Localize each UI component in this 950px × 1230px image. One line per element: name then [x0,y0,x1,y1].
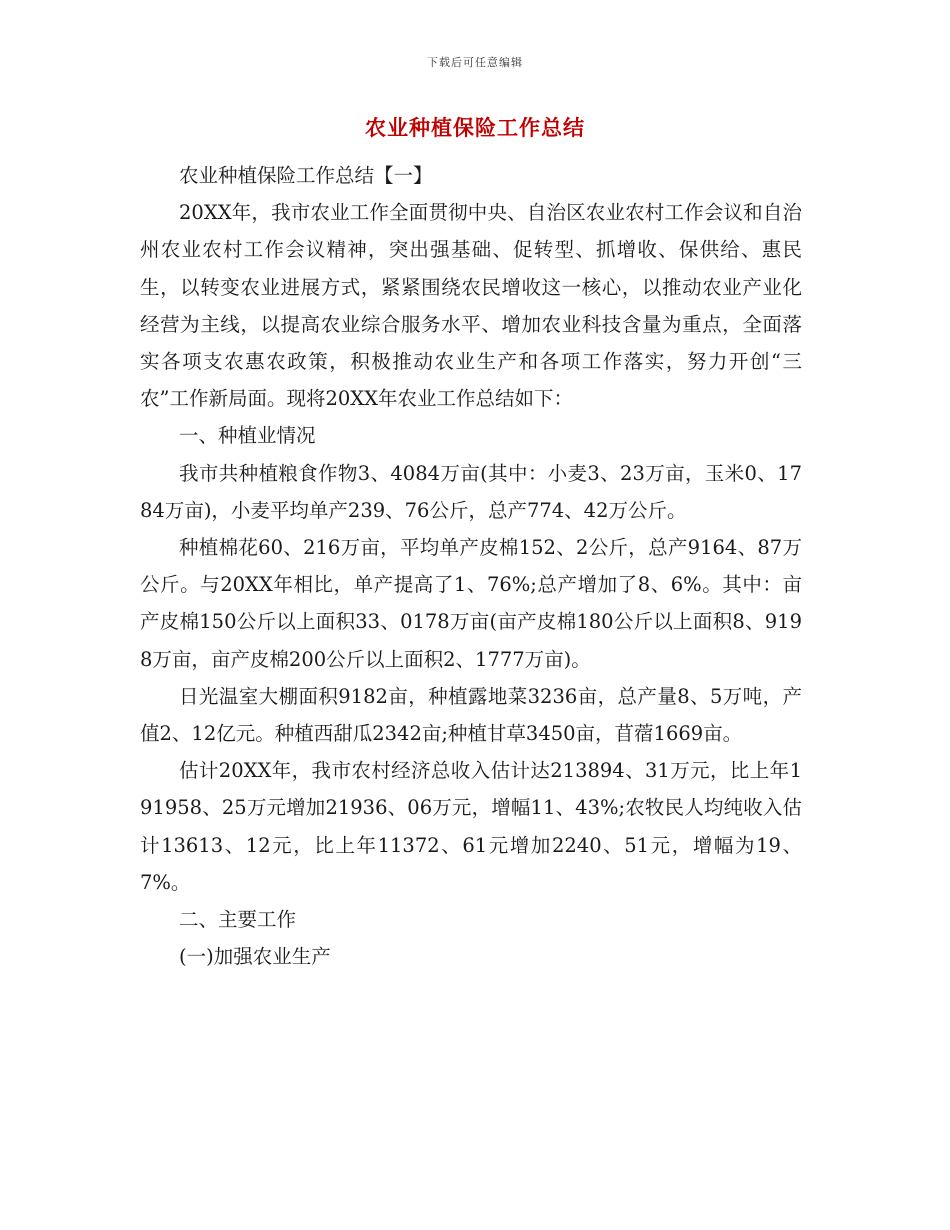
section-heading-part-one: 农业种植保险工作总结【一】 [179,164,433,187]
grain-paragraph: 我市共种植粮食作物3、4084万亩(其中：小麦3、23万亩，玉米0、1784万亩)，小麦平均单产239、76公斤，总产774、42万公斤。 [140,461,802,522]
header-note: 下载后可任意编辑 [427,56,523,69]
document-body [140,157,802,975]
cotton-paragraph: 种植棉花60、216万亩，平均单产皮棉152、2公斤，总产9164、87万公斤。与20XX年相比，单产提高了1、76%;总产增加了8、6%。其中：亩产皮棉150公斤以上面积33、0178万亩(亩产皮棉180公斤以上面积8、9198万亩，亩产皮棉200公斤以上面积2、1777万亩)。 [140,536,802,671]
intro-paragraph: 20XX年，我市农业工作全面贯彻中央、自治区农业农村工作会议和自治州农业农村工作会议精神，突出强基础、促转型、抓增收、保供给、惠民生，以转变农业进展方式，紧紧围绕农民增收这一核心，以推动农业产业化经营为主线，以提高农业综合服务水平、增加农业科技含量为重点，全面落实各项支农惠农政策，积极推动农业生产和各项工作落实，努力开创“三农”工作新局面。现将20XX年农业工作总结如下： [140,201,802,411]
section-heading-planting: 一、种植业情况 [179,424,316,448]
greenhouse-paragraph: 日光温室大棚面积9182亩，种植露地菜3236亩，总产量8、5万吨，产值2、12亿元。种植西甜瓜2342亩;种植甘草3450亩，苜蓿1669亩。 [140,684,802,746]
section-heading-main-work: 二、主要工作 [179,908,297,932]
document-title: 农业种植保险工作总结 [365,115,585,140]
income-paragraph: 估计20XX年，我市农村经济总收入估计达213894、31万元，比上年191958、25万元增加21936、06万元，增幅11、43%;农牧民人均纯收入估计13613、12元，比上年11372、61元增加2240、51元，增幅为19、7%。 [140,759,802,894]
subsection-heading-production: (一)加强农业生产 [179,945,331,969]
